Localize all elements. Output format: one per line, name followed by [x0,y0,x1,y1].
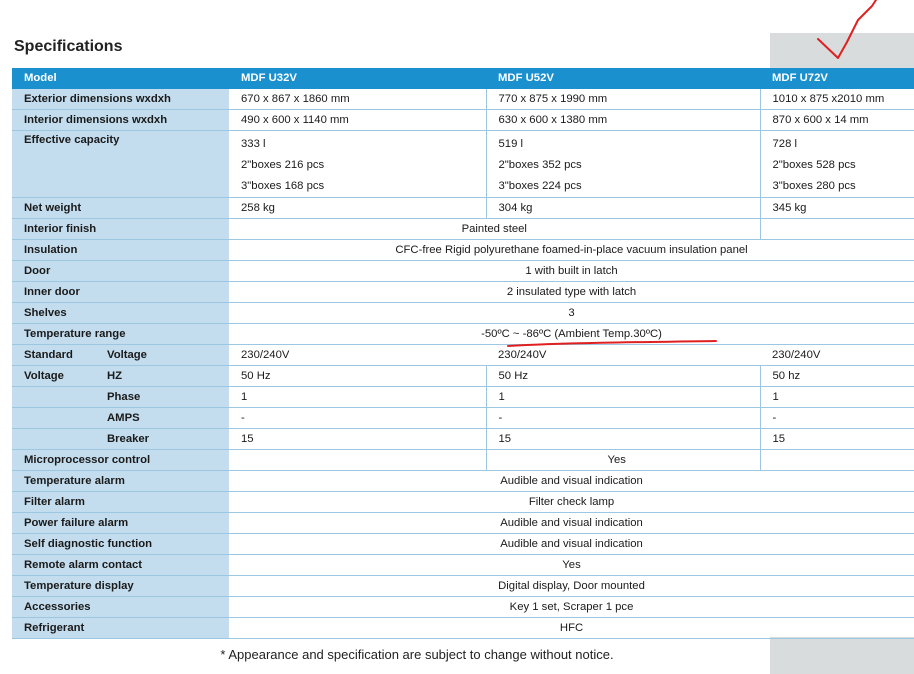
table-row [12,219,914,240]
row-label-empty [12,408,89,429]
cell-value [760,131,914,198]
table-row [12,131,914,198]
cell-value: Yes [229,555,914,576]
row-label: Standard [12,345,89,366]
cell-value: 1 with built in latch [229,261,914,282]
sub-label: HZ [89,366,229,387]
table-row [12,198,914,219]
capacity-line: 3"boxes 168 pcs [241,180,325,192]
cell-value: 770 x 875 x 1990 mm [486,89,760,110]
cell-value: 15 [486,429,760,450]
page-title: Specifications [14,38,123,55]
sub-label: Phase [89,387,229,408]
spec-table [12,68,914,639]
table-row [12,555,914,576]
table-row [12,324,914,345]
row-label: Shelves [12,303,229,324]
cell-value: - [760,408,914,429]
header-model: Model [12,68,229,89]
sub-label: AMPS [89,408,229,429]
table-row [12,408,914,429]
cell-value: 1010 x 875 x2010 mm [760,89,914,110]
table-row [12,576,914,597]
grey-block-top [770,33,914,68]
cell-value: 50 Hz [229,366,486,387]
cell-value: 1 [486,387,760,408]
table-row [12,261,914,282]
capacity-line: 728 l [772,138,798,150]
cell-value: 230/240V [486,345,760,366]
cell-value: Audible and visual indication [229,471,914,492]
cell-value: 258 kg [229,198,486,219]
row-label: Insulation [12,240,229,261]
table-row [12,282,914,303]
cell-value: 304 kg [486,198,760,219]
row-label: Effective capacity [12,131,229,198]
cell-empty [760,450,914,471]
cell-value: 15 [760,429,914,450]
table-row [12,345,914,366]
cell-value: 670 x 867 x 1860 mm [229,89,486,110]
capacity-line: 519 l [498,138,524,150]
row-label: Remote alarm contact [12,555,229,576]
row-label: Exterior dimensions wxdxh [12,89,229,110]
table-row [12,303,914,324]
cell-value: Yes [486,450,760,471]
row-label: Door [12,261,229,282]
cell-empty [760,219,914,240]
row-label-empty [12,429,89,450]
sub-label: Voltage [89,345,229,366]
header-model-2: MDF U52V [486,68,760,89]
cell-value: -50ºC ~ -86ºC (Ambient Temp.30ºC) [229,324,914,345]
row-label: Interior dimensions wxdxh [12,110,229,131]
table-header-row [12,68,914,89]
row-label: Inner door [12,282,229,303]
table-row [12,89,914,110]
row-label: Voltage [12,366,89,387]
row-label: Filter alarm [12,492,229,513]
footnote: * Appearance and specification are subject to change without notice. [220,647,614,662]
cell-value: Digital display, Door mounted [229,576,914,597]
sub-label: Breaker [89,429,229,450]
capacity-line: 3"boxes 224 pcs [498,180,582,192]
cell-empty [229,450,486,471]
capacity-line: 3"boxes 280 pcs [772,180,856,192]
row-label: Temperature display [12,576,229,597]
cell-value: 345 kg [760,198,914,219]
cell-value: Painted steel [229,219,760,240]
cell-value: - [229,408,486,429]
row-label: Temperature range [12,324,229,345]
table-row [12,534,914,555]
table-row [12,492,914,513]
cell-value: 3 [229,303,914,324]
cell-value [486,131,760,198]
row-label: Refrigerant [12,618,229,639]
cell-value: CFC-free Rigid polyurethane foamed-in-place vacuum insulation panel [229,240,914,261]
cell-value: 50 hz [760,366,914,387]
capacity-line: 2"boxes 352 pcs [498,159,582,171]
cell-value: Key 1 set, Scraper 1 pce [229,597,914,618]
table-row [12,110,914,131]
capacity-line: 2"boxes 528 pcs [772,159,856,171]
table-row [12,366,914,387]
cell-value: Audible and visual indication [229,513,914,534]
header-model-1: MDF U32V [229,68,486,89]
row-label: Interior finish [12,219,229,240]
row-label: Self diagnostic function [12,534,229,555]
cell-value: 1 [229,387,486,408]
table-row [12,240,914,261]
cell-value: 490 x 600 x 1140 mm [229,110,486,131]
table-row [12,597,914,618]
row-label: Net weight [12,198,229,219]
table-row [12,387,914,408]
table-row [12,618,914,639]
row-label: Accessories [12,597,229,618]
cell-value: 230/240V [760,345,914,366]
cell-value: 630 x 600 x 1380 mm [486,110,760,131]
cell-value: 50 Hz [486,366,760,387]
row-label-empty [12,387,89,408]
capacity-line: 333 l [241,138,266,150]
table-row [12,429,914,450]
cell-value: - [486,408,760,429]
cell-value: HFC [229,618,914,639]
header-model-3: MDF U72V [760,68,914,89]
row-label: Temperature alarm [12,471,229,492]
cell-value: 230/240V [229,345,486,366]
cell-value: 1 [760,387,914,408]
cell-value: 2 insulated type with latch [229,282,914,303]
table-row [12,450,914,471]
table-row [12,513,914,534]
cell-value: Filter check lamp [229,492,914,513]
row-label: Power failure alarm [12,513,229,534]
capacity-line: 2"boxes 216 pcs [241,159,325,171]
cell-value: Audible and visual indication [229,534,914,555]
row-label: Microprocessor control [12,450,229,471]
cell-value: 870 x 600 x 14 mm [760,110,914,131]
table-row [12,471,914,492]
cell-value: 15 [229,429,486,450]
cell-value [229,131,486,198]
